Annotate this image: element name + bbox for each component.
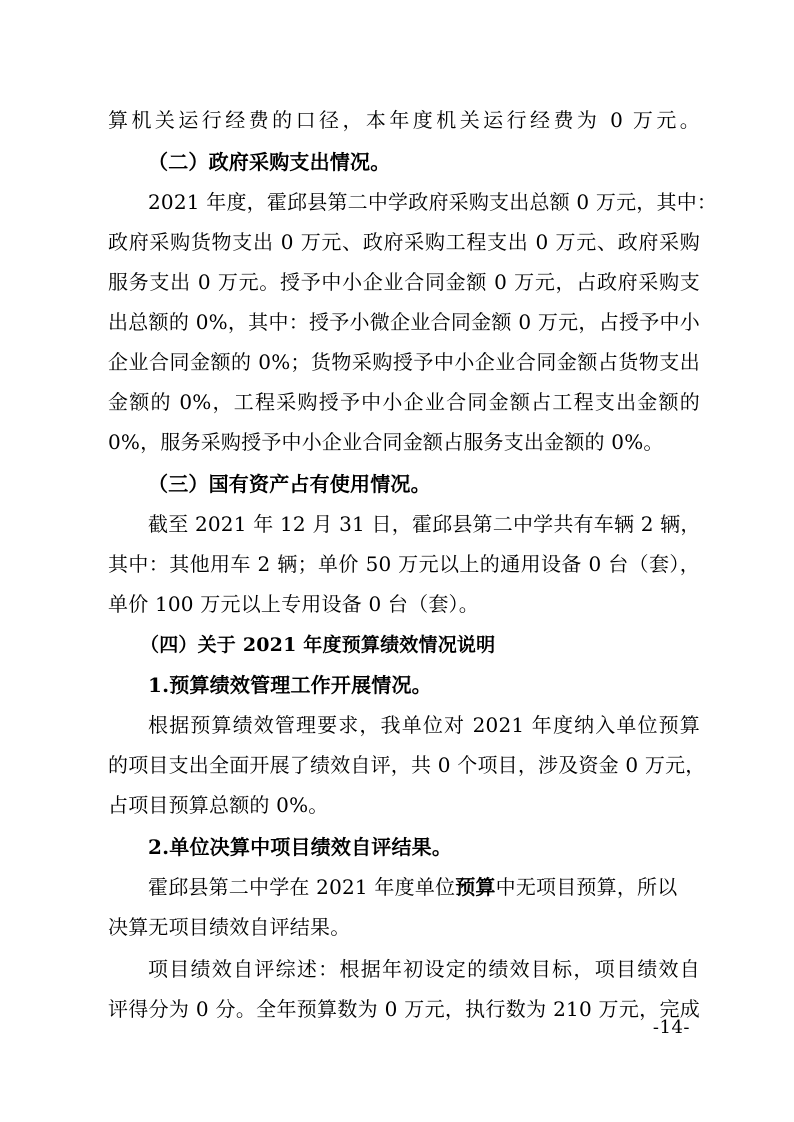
paragraph-line: 决算无项目绩效自评结果。 xyxy=(108,915,351,939)
paragraph-line: 单价 100 万元以上专用设备 0 台（套）。 xyxy=(108,592,479,616)
paragraph-line: 出总额的 0%，其中：授予小微企业合同金额 0 万元，占授予中小 xyxy=(108,310,700,334)
paragraph-line: 2021 年度，霍邱县第二中学政府采购支出总额 0 万元，其中： xyxy=(148,190,718,214)
paragraph-line: 截至 2021 年 12 月 31 日，霍邱县第二中学共有车辆 2 辆， xyxy=(148,512,701,536)
paragraph-line: 评得分为 0 分。全年预算数为 0 万元，执行数为 210 万元，完成 xyxy=(108,997,700,1021)
subsection-heading-performance-management: 1.预算绩效管理工作开展情况。 xyxy=(148,673,432,697)
section-heading-budget-performance: （四）关于 2021 年度预算绩效情况说明 xyxy=(140,634,496,656)
text-segment: 中无项目预算，所以 xyxy=(495,875,678,899)
section-heading-state-assets: （三）国有资产占有使用情况。 xyxy=(148,472,431,496)
section-heading-government-procurement: （二）政府采购支出情况。 xyxy=(148,150,391,174)
subsection-heading-self-evaluation-results: 2.单位决算中项目绩效自评结果。 xyxy=(148,835,453,859)
bold-term-budget: 预算 xyxy=(455,875,496,899)
paragraph-line: 项目绩效自评综述：根据年初设定的绩效目标，项目绩效自 xyxy=(148,957,700,981)
paragraph-line: 的项目支出全面开展了绩效自评，共 0 个项目，涉及资金 0 万元， xyxy=(108,753,706,777)
paragraph-line: 其中：其他用车 2 辆；单价 50 万元以上的通用设备 0 台（套）， xyxy=(108,552,700,576)
paragraph-line: 根据预算绩效管理要求，我单位对 2021 年度纳入单位预算 xyxy=(148,713,700,737)
paragraph-line: 政府采购货物支出 0 万元、政府采购工程支出 0 万元、政府采购 xyxy=(108,230,700,254)
paragraph-line: 算机关运行经费的口径，本年度机关运行经费为 0 万元。 xyxy=(108,108,700,132)
text-segment: 霍邱县第二中学在 2021 年度单位 xyxy=(148,875,456,899)
paragraph-line xyxy=(148,873,700,901)
paragraph-line: 服务支出 0 万元。授予中小企业合同金额 0 万元，占政府采购支 xyxy=(108,270,700,294)
paragraph-line: 金额的 0%，工程采购授予中小企业合同金额占工程支出金额的 xyxy=(108,390,700,414)
paragraph-line: 企业合同金额的 0%；货物采购授予中小企业合同金额占货物支出 xyxy=(108,350,700,374)
paragraph-line: 0%，服务采购授予中小企业合同金额占服务支出金额的 0%。 xyxy=(108,430,664,454)
page-number: -14- xyxy=(652,1017,690,1038)
paragraph-line: 占项目预算总额的 0%。 xyxy=(108,793,329,817)
